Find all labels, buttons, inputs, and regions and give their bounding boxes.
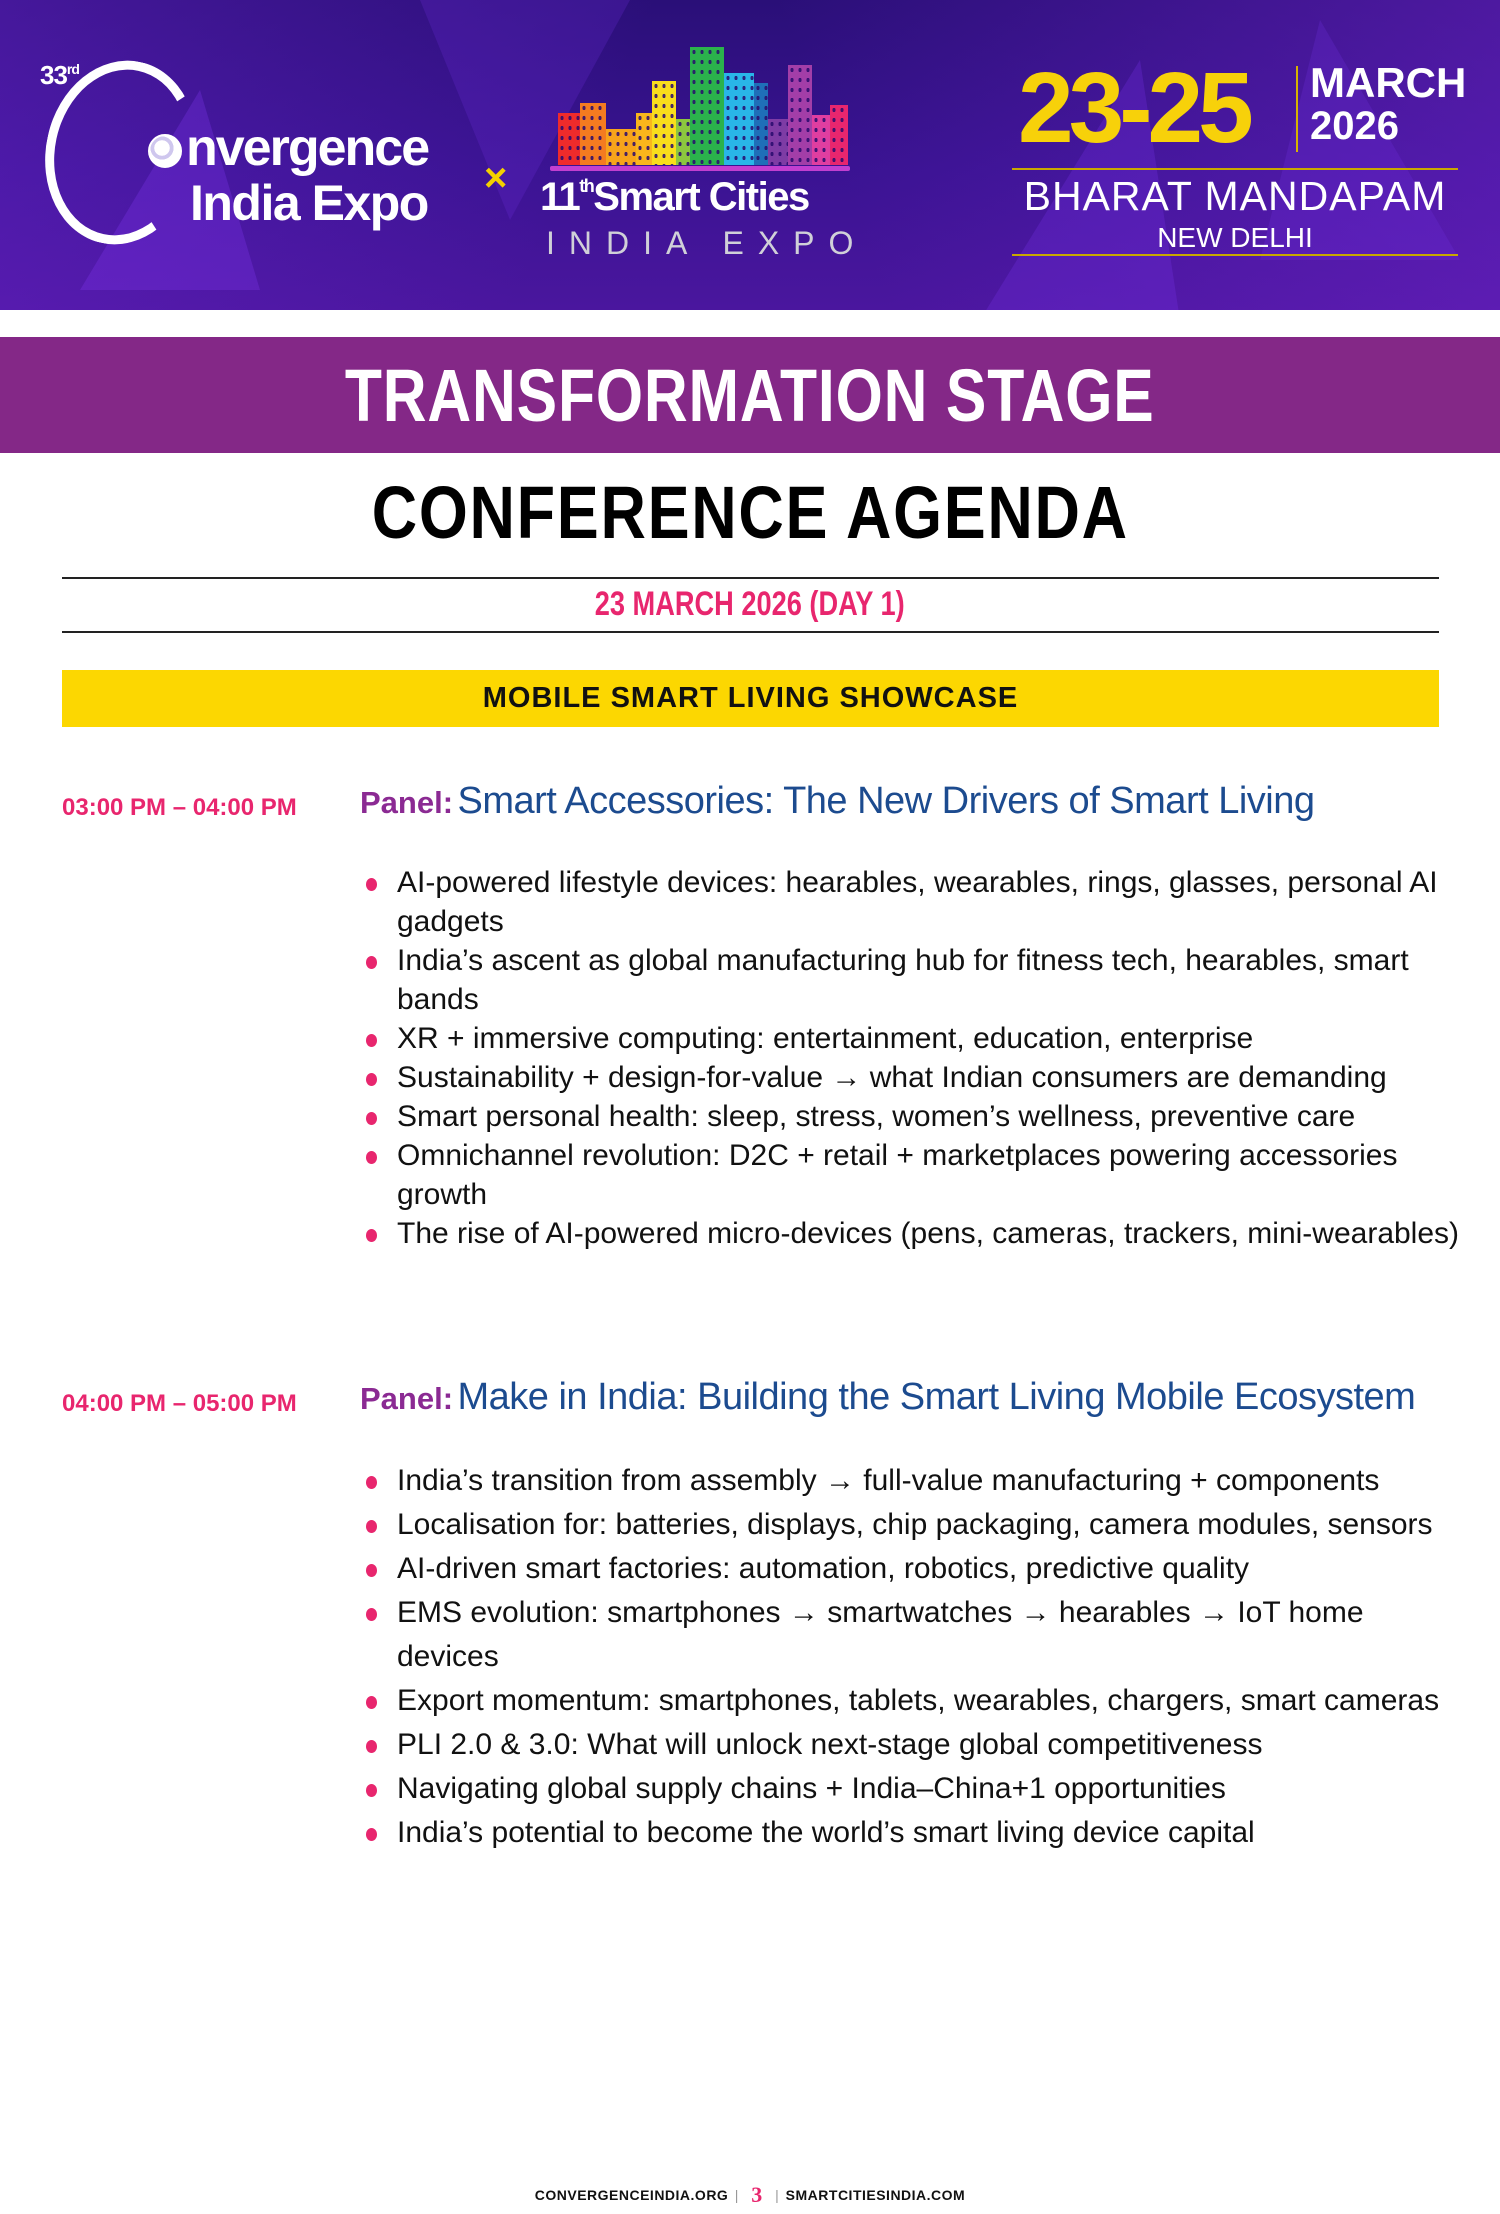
topic-bullet: Sustainability + design-for-value → what Indian consumers are demanding — [360, 1058, 1470, 1097]
topic-bullet: Navigating global supply chains + India–China+1 opportunities — [360, 1767, 1470, 1811]
event-days: 23-25 — [1018, 52, 1249, 164]
topic-bullet: Localisation for: batteries, displays, chip packaging, camera modules, sensors — [360, 1503, 1470, 1547]
topic-bullet: Export momentum: smartphones, tablets, wearables, chargers, smart cameras — [360, 1679, 1470, 1723]
divider — [1296, 66, 1298, 152]
divider — [1012, 254, 1458, 256]
city-skyline-icon — [550, 45, 850, 165]
topic-bullet: EMS evolution: smartphones → smartwatches → hearables → IoT home devices — [360, 1591, 1470, 1679]
topic-bullet: The rise of AI-powered micro-devices (pens, cameras, trackers, mini-wearables) — [360, 1214, 1470, 1253]
header-banner — [0, 0, 1500, 310]
divider — [62, 631, 1439, 633]
separator: | — [775, 2187, 780, 2203]
topic-bullet: PLI 2.0 & 3.0: What will unlock next-stage global competitiveness — [360, 1723, 1470, 1767]
topic-bullet: AI-driven smart factories: automation, robotics, predictive quality — [360, 1547, 1470, 1591]
topic-bullet: India’s ascent as global manufacturing hub for fitness tech, hearables, smart bands — [360, 941, 1470, 1019]
globe-icon — [148, 134, 182, 168]
day-label: 23 MARCH 2026 (DAY 1) — [595, 585, 905, 623]
convergence-india-logo — [28, 50, 488, 250]
divider — [62, 577, 1439, 579]
page-title: CONFERENCE AGENDA — [371, 471, 1129, 554]
event-year: 2026 — [1310, 104, 1399, 148]
convergence-website-link[interactable]: CONVERGENCEINDIA.ORG — [534, 2187, 729, 2203]
track-title: MOBILE SMART LIVING SHOWCASE — [482, 682, 1019, 714]
logo-text-line1: nvergence — [186, 119, 429, 177]
session-type: Panel: — [360, 1381, 454, 1416]
logo-text-line2: India Expo — [190, 175, 428, 231]
topic-bullet: Omnichannel revolution: D2C + retail + marketplaces powering accessories growth — [360, 1136, 1470, 1214]
session-type: Panel: — [360, 785, 454, 820]
smart-cities-title: 11thSmart Cities — [540, 175, 809, 219]
topic-bullet: Smart personal health: sleep, stress, women’s wellness, preventive care — [360, 1097, 1470, 1136]
session-title — [360, 780, 1315, 823]
stage-title: TRANSFORMATION STAGE — [345, 353, 1155, 437]
edition-number: 33rd — [40, 60, 79, 90]
smart-cities-subtitle: INDIA EXPO — [546, 225, 868, 261]
session-name: Make in India: Building the Smart Living Mobile Ecosystem — [457, 1376, 1416, 1418]
page-footer — [0, 2182, 1500, 2208]
session-title — [360, 1376, 1415, 1419]
track-header — [62, 670, 1439, 727]
page-number: 3 — [751, 2182, 763, 2207]
topic-bullet: XR + immersive computing: entertainment, education, enterprise — [360, 1019, 1470, 1058]
collab-x-icon: × — [484, 156, 508, 200]
separator: | — [734, 2187, 739, 2203]
event-venue: BHARAT MANDAPAM — [1023, 173, 1447, 219]
topic-bullet: India’s potential to become the world’s smart living device capital — [360, 1811, 1470, 1855]
event-city: NEW DELHI — [1157, 222, 1313, 253]
event-dates — [1012, 52, 1467, 268]
session-name: Smart Accessories: The New Drivers of Smart Living — [457, 780, 1315, 822]
stage-banner — [0, 337, 1500, 453]
topic-bullet: India’s transition from assembly → full-value manufacturing + components — [360, 1459, 1470, 1503]
session-topics — [360, 1459, 1470, 1855]
smartcities-website-link[interactable]: SMARTCITIESINDIA.COM — [785, 2187, 966, 2203]
smart-cities-logo — [540, 45, 868, 270]
session-time: 03:00 PM – 04:00 PM — [62, 794, 297, 821]
topic-bullet: AI-powered lifestyle devices: hearables, wearables, rings, glasses, personal AI gadgets — [360, 863, 1470, 941]
session-time: 04:00 PM – 05:00 PM — [62, 1390, 297, 1417]
event-month: MARCH — [1310, 59, 1467, 106]
session-topics — [360, 863, 1470, 1253]
divider — [1012, 168, 1458, 170]
